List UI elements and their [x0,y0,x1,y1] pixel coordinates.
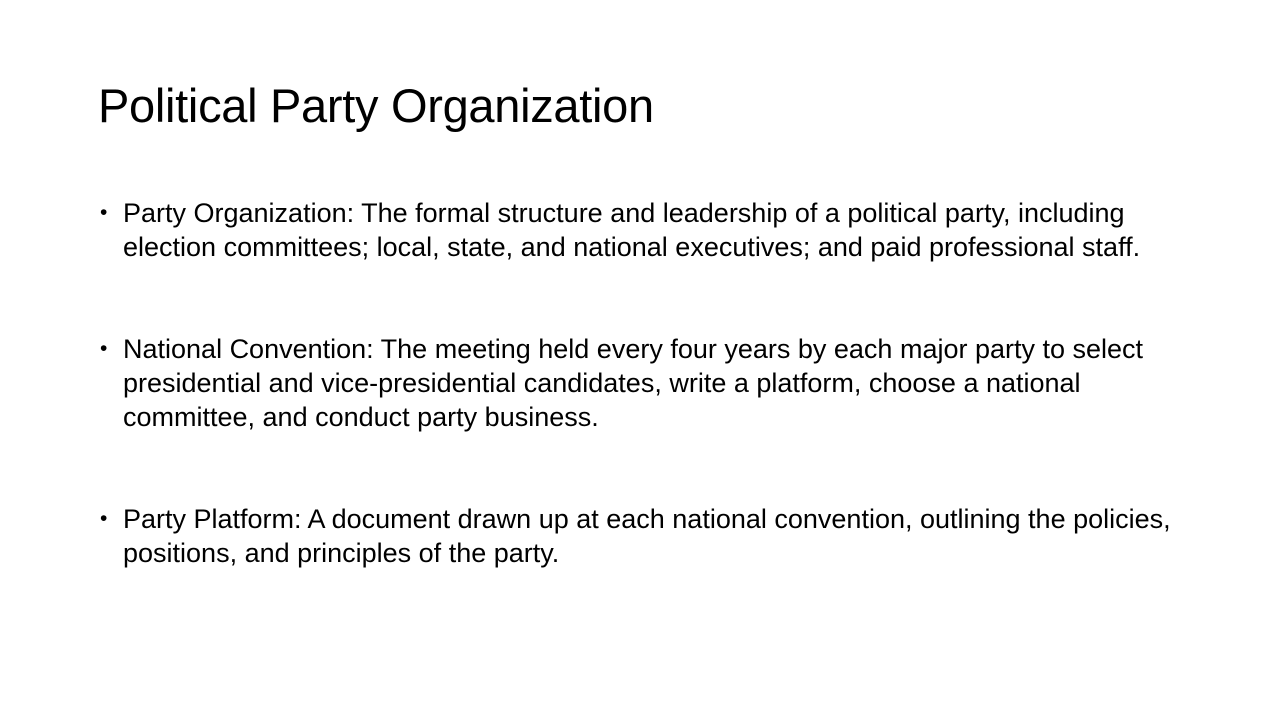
bullet-text: Party Platform: A document drawn up at each national convention, outlining the policies, positions, and principles of the party. [123,504,1171,568]
bullet-item-party-platform [98,502,1188,570]
bullet-text: Party Organization: The formal structure and leadership of a political party, including election committees; local, state, and national executives; and paid professional staff. [123,198,1141,262]
slide-title: Political Party Organization [98,79,654,132]
bullet-item-party-organization [98,196,1188,264]
bullet-point-icon: • [100,337,108,360]
bullet-point-icon: • [100,507,108,530]
bullet-list [98,196,1188,570]
bullet-point-icon: • [100,201,108,224]
bullet-item-national-convention [98,332,1188,434]
bullet-text: National Convention: The meeting held every four years by each major party to select presidential and vice-presidential candidates, write a platform, choose a national committee, and conduct party business. [123,334,1144,432]
